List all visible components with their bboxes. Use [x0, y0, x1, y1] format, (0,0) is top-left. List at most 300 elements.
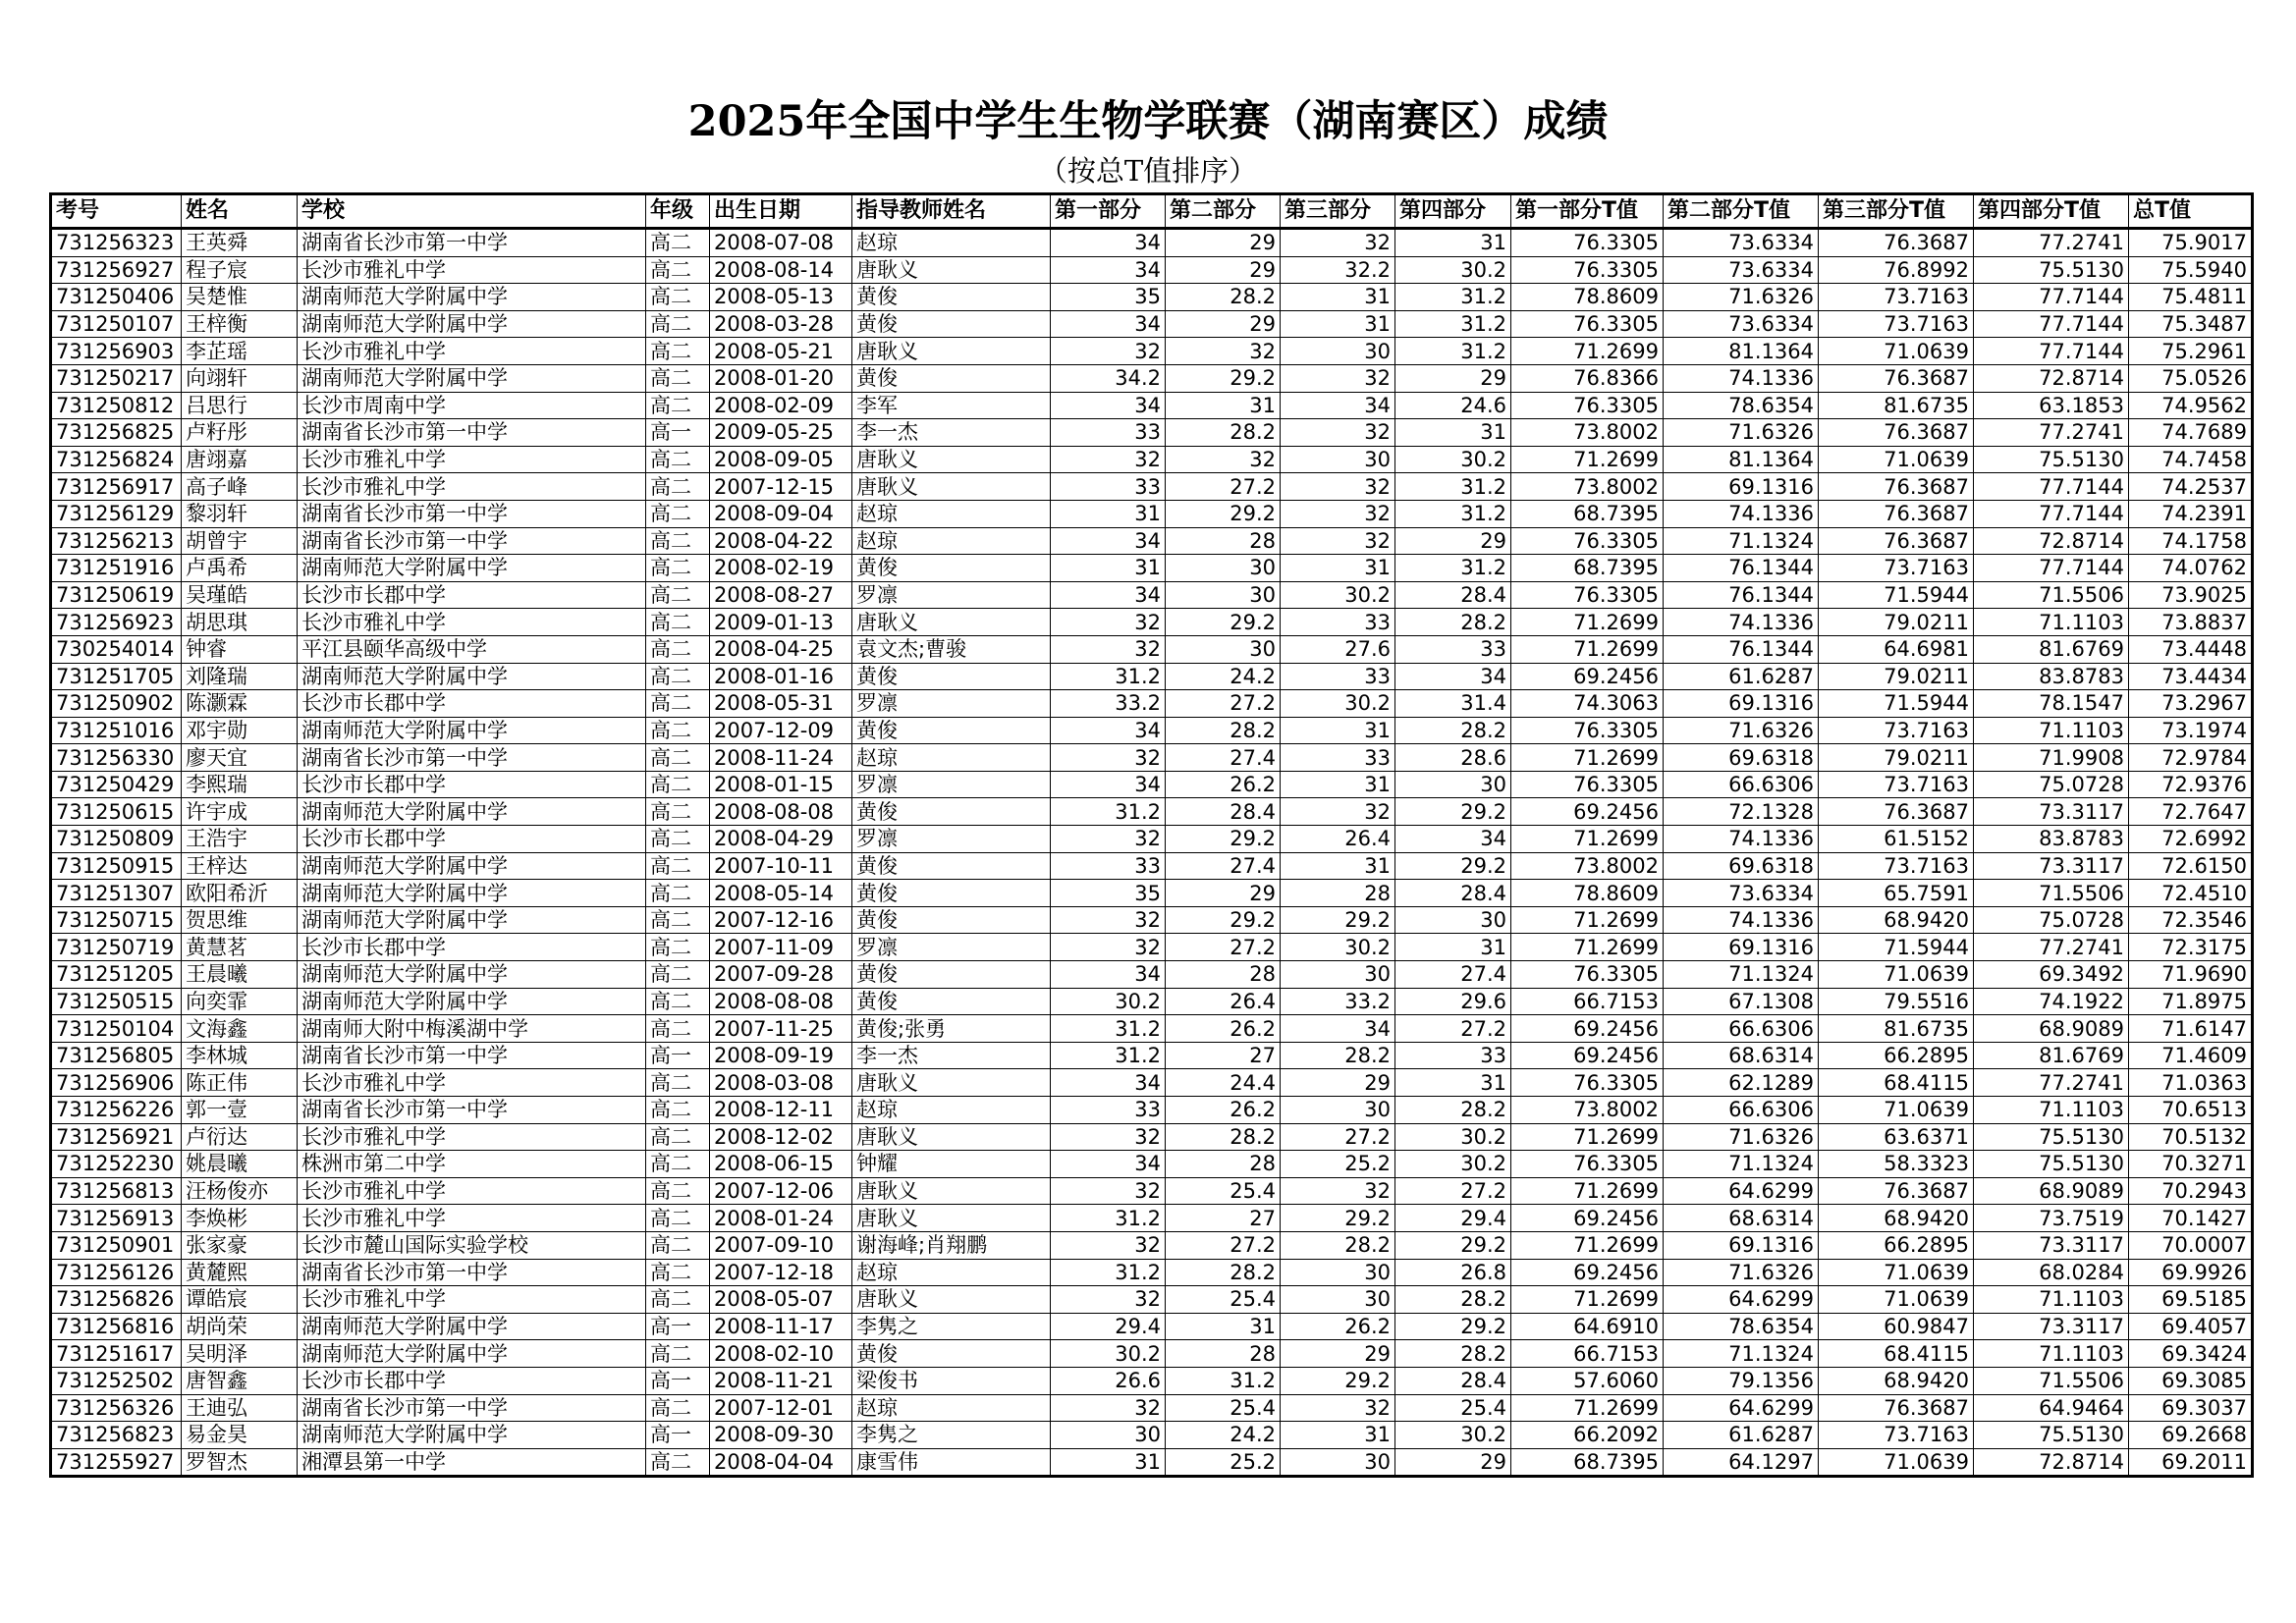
cell-school: 湖南省长沙市第一中学	[298, 229, 646, 257]
cell-part2-score: 29.2	[1166, 609, 1281, 636]
cell-part2-t: 71.1324	[1664, 1340, 1819, 1368]
cell-exam-id: 731251705	[51, 663, 182, 690]
cell-exam-id: 731250812	[51, 392, 182, 419]
cell-teacher: 罗凛	[852, 934, 1051, 961]
cell-part3-t: 76.3687	[1819, 798, 1974, 826]
cell-school: 湖南师范大学附属中学	[298, 988, 646, 1015]
cell-part3-t: 66.2895	[1819, 1231, 1974, 1259]
cell-part1-score: 32	[1051, 1394, 1166, 1422]
cell-part1-t: 76.3305	[1511, 256, 1664, 284]
cell-part3-t: 71.0639	[1819, 1097, 1974, 1124]
cell-student-name: 王英舜	[182, 229, 298, 257]
cell-total-t: 73.9025	[2129, 581, 2253, 609]
table-row	[51, 364, 2253, 392]
cell-teacher: 唐耿义	[852, 1286, 1051, 1314]
cell-birthdate: 2008-01-24	[710, 1205, 852, 1232]
table-row	[51, 744, 2253, 772]
cell-part4-score: 28.2	[1395, 1097, 1511, 1124]
cell-student-name: 陈灏霖	[182, 690, 298, 718]
cell-part1-score: 33.2	[1051, 690, 1166, 718]
table-row	[51, 446, 2253, 473]
cell-teacher: 李一杰	[852, 419, 1051, 447]
cell-teacher: 梁俊书	[852, 1367, 1051, 1394]
cell-part2-score: 27.4	[1166, 852, 1281, 880]
cell-teacher: 赵琼	[852, 527, 1051, 555]
cell-part3-score: 30	[1281, 1448, 1395, 1477]
cell-part4-t: 75.0728	[1974, 771, 2129, 798]
cell-part3-t: 73.7163	[1819, 852, 1974, 880]
cell-part1-t: 71.2699	[1511, 1177, 1664, 1205]
cell-grade: 高二	[646, 555, 710, 582]
cell-part1-t: 76.8366	[1511, 364, 1664, 392]
cell-birthdate: 2007-12-09	[710, 717, 852, 744]
cell-teacher: 唐耿义	[852, 1123, 1051, 1151]
cell-part3-t: 64.6981	[1819, 635, 1974, 663]
col-header-total-t: 总T值	[2129, 194, 2253, 229]
cell-part3-score: 30	[1281, 446, 1395, 473]
cell-part4-score: 31.2	[1395, 473, 1511, 501]
cell-part2-score: 27.2	[1166, 473, 1281, 501]
cell-part3-t: 68.9420	[1819, 1367, 1974, 1394]
cell-exam-id: 731250107	[51, 310, 182, 338]
cell-part2-t: 69.1316	[1664, 934, 1819, 961]
cell-part2-t: 73.6334	[1664, 256, 1819, 284]
table-row	[51, 1151, 2253, 1178]
cell-part2-score: 26.2	[1166, 1015, 1281, 1043]
cell-part3-score: 33	[1281, 744, 1395, 772]
cell-total-t: 75.5940	[2129, 256, 2253, 284]
cell-part1-score: 30	[1051, 1422, 1166, 1449]
cell-birthdate: 2008-04-29	[710, 826, 852, 853]
cell-birthdate: 2007-12-06	[710, 1177, 852, 1205]
cell-part4-score: 26.8	[1395, 1259, 1511, 1286]
cell-total-t: 72.6992	[2129, 826, 2253, 853]
cell-grade: 高二	[646, 581, 710, 609]
cell-part3-t: 76.3687	[1819, 1177, 1974, 1205]
cell-part3-t: 81.6735	[1819, 1015, 1974, 1043]
cell-part4-t: 77.2741	[1974, 419, 2129, 447]
cell-part4-score: 29	[1395, 527, 1511, 555]
cell-exam-id: 731250104	[51, 1015, 182, 1043]
cell-part1-score: 34	[1051, 310, 1166, 338]
cell-part3-score: 30	[1281, 1097, 1395, 1124]
cell-birthdate: 2007-12-16	[710, 906, 852, 934]
cell-teacher: 唐耿义	[852, 1069, 1051, 1097]
cell-total-t: 71.8975	[2129, 988, 2253, 1015]
cell-total-t: 75.9017	[2129, 229, 2253, 257]
cell-exam-id: 731256824	[51, 446, 182, 473]
cell-part4-t: 71.1103	[1974, 609, 2129, 636]
cell-teacher: 赵琼	[852, 1097, 1051, 1124]
cell-birthdate: 2008-04-04	[710, 1448, 852, 1477]
cell-part4-t: 69.3492	[1974, 961, 2129, 989]
cell-part2-score: 28.2	[1166, 1259, 1281, 1286]
cell-exam-id: 731256825	[51, 419, 182, 447]
cell-student-name: 黄麓熙	[182, 1259, 298, 1286]
cell-part3-t: 79.5516	[1819, 988, 1974, 1015]
table-row	[51, 717, 2253, 744]
cell-part3-score: 29.2	[1281, 1205, 1395, 1232]
cell-birthdate: 2008-05-31	[710, 690, 852, 718]
cell-part4-t: 68.0284	[1974, 1259, 2129, 1286]
table-row	[51, 1097, 2253, 1124]
cell-birthdate: 2008-09-05	[710, 446, 852, 473]
col-header-part1: 第一部分	[1051, 194, 1166, 229]
cell-part2-t: 69.6318	[1664, 744, 1819, 772]
cell-teacher: 黄俊	[852, 364, 1051, 392]
cell-part2-score: 25.4	[1166, 1177, 1281, 1205]
cell-grade: 高二	[646, 609, 710, 636]
cell-exam-id: 731250615	[51, 798, 182, 826]
cell-grade: 高二	[646, 1151, 710, 1178]
cell-part2-score: 27.2	[1166, 690, 1281, 718]
cell-part1-score: 31	[1051, 500, 1166, 527]
table-row	[51, 338, 2253, 365]
cell-part1-t: 76.3305	[1511, 771, 1664, 798]
cell-part2-score: 29.2	[1166, 500, 1281, 527]
cell-grade: 高二	[646, 284, 710, 311]
cell-part4-t: 73.3117	[1974, 1231, 2129, 1259]
cell-part3-score: 30	[1281, 1259, 1395, 1286]
cell-part3-score: 30	[1281, 961, 1395, 989]
cell-part1-t: 76.3305	[1511, 961, 1664, 989]
cell-part1-t: 73.8002	[1511, 419, 1664, 447]
cell-part1-score: 32	[1051, 1123, 1166, 1151]
cell-part1-score: 31.2	[1051, 1205, 1166, 1232]
cell-student-name: 谭皓宸	[182, 1286, 298, 1314]
cell-part1-score: 34	[1051, 527, 1166, 555]
cell-part2-t: 78.6354	[1664, 1313, 1819, 1340]
cell-exam-id: 730254014	[51, 635, 182, 663]
cell-school: 长沙市雅礼中学	[298, 256, 646, 284]
cell-part4-score: 30	[1395, 906, 1511, 934]
cell-birthdate: 2008-01-15	[710, 771, 852, 798]
cell-part2-t: 71.6326	[1664, 284, 1819, 311]
cell-part2-score: 25.4	[1166, 1286, 1281, 1314]
cell-total-t: 72.9784	[2129, 744, 2253, 772]
cell-birthdate: 2009-01-13	[710, 609, 852, 636]
cell-part4-score: 34	[1395, 663, 1511, 690]
cell-part2-score: 29.2	[1166, 364, 1281, 392]
cell-part4-t: 78.1547	[1974, 690, 2129, 718]
cell-part1-t: 76.3305	[1511, 717, 1664, 744]
cell-grade: 高二	[646, 771, 710, 798]
cell-student-name: 张家豪	[182, 1231, 298, 1259]
cell-birthdate: 2008-05-14	[710, 880, 852, 907]
cell-teacher: 袁文杰;曹骏	[852, 635, 1051, 663]
cell-part2-score: 30	[1166, 635, 1281, 663]
cell-total-t: 72.3546	[2129, 906, 2253, 934]
cell-part3-t: 61.5152	[1819, 826, 1974, 853]
cell-exam-id: 731256805	[51, 1042, 182, 1069]
cell-part2-score: 27.2	[1166, 934, 1281, 961]
cell-part4-score: 31	[1395, 934, 1511, 961]
cell-exam-id: 731255927	[51, 1448, 182, 1477]
cell-part3-t: 76.3687	[1819, 527, 1974, 555]
cell-exam-id: 731250217	[51, 364, 182, 392]
cell-part3-t: 71.0639	[1819, 961, 1974, 989]
cell-exam-id: 731256823	[51, 1422, 182, 1449]
cell-school: 长沙市长郡中学	[298, 690, 646, 718]
cell-school: 株洲市第二中学	[298, 1151, 646, 1178]
cell-part4-score: 29.2	[1395, 1231, 1511, 1259]
cell-part1-score: 32	[1051, 446, 1166, 473]
cell-total-t: 69.5185	[2129, 1286, 2253, 1314]
cell-total-t: 70.3271	[2129, 1151, 2253, 1178]
cell-exam-id: 731250715	[51, 906, 182, 934]
cell-teacher: 赵琼	[852, 229, 1051, 257]
cell-school: 长沙市雅礼中学	[298, 1177, 646, 1205]
cell-part2-score: 32	[1166, 446, 1281, 473]
cell-part1-t: 66.2092	[1511, 1422, 1664, 1449]
cell-part2-t: 68.6314	[1664, 1205, 1819, 1232]
cell-part1-t: 73.8002	[1511, 852, 1664, 880]
cell-part1-score: 31.2	[1051, 663, 1166, 690]
cell-teacher: 唐耿义	[852, 609, 1051, 636]
cell-part2-t: 76.1344	[1664, 555, 1819, 582]
cell-part2-t: 68.6314	[1664, 1042, 1819, 1069]
cell-part1-score: 32	[1051, 1231, 1166, 1259]
cell-teacher: 黄俊	[852, 961, 1051, 989]
table-row	[51, 961, 2253, 989]
cell-birthdate: 2008-07-08	[710, 229, 852, 257]
cell-part1-score: 34	[1051, 771, 1166, 798]
cell-part4-score: 29.6	[1395, 988, 1511, 1015]
cell-part4-t: 75.5130	[1974, 1422, 2129, 1449]
cell-student-name: 李熙瑞	[182, 771, 298, 798]
cell-part2-t: 64.6299	[1664, 1394, 1819, 1422]
cell-teacher: 罗凛	[852, 690, 1051, 718]
cell-part3-score: 32	[1281, 419, 1395, 447]
cell-part1-t: 71.2699	[1511, 338, 1664, 365]
cell-part2-score: 25.4	[1166, 1394, 1281, 1422]
cell-part3-t: 60.9847	[1819, 1313, 1974, 1340]
cell-part3-score: 29.2	[1281, 1367, 1395, 1394]
cell-part2-score: 26.2	[1166, 771, 1281, 798]
cell-part3-t: 71.0639	[1819, 1286, 1974, 1314]
cell-student-name: 胡思琪	[182, 609, 298, 636]
cell-part2-score: 29	[1166, 310, 1281, 338]
cell-part2-score: 29.2	[1166, 906, 1281, 934]
cell-part4-t: 77.7144	[1974, 284, 2129, 311]
col-header-birthdate: 出生日期	[710, 194, 852, 229]
cell-student-name: 向奕霏	[182, 988, 298, 1015]
cell-part1-t: 78.8609	[1511, 880, 1664, 907]
cell-part4-score: 30.2	[1395, 1422, 1511, 1449]
cell-part2-score: 29.2	[1166, 826, 1281, 853]
cell-grade: 高二	[646, 1205, 710, 1232]
cell-student-name: 卢禹希	[182, 555, 298, 582]
cell-grade: 高二	[646, 1123, 710, 1151]
cell-school: 湖南省长沙市第一中学	[298, 1394, 646, 1422]
cell-birthdate: 2008-11-17	[710, 1313, 852, 1340]
cell-exam-id: 731251617	[51, 1340, 182, 1368]
cell-grade: 高二	[646, 500, 710, 527]
cell-part4-t: 72.8714	[1974, 1448, 2129, 1477]
cell-part2-t: 66.6306	[1664, 1015, 1819, 1043]
cell-part3-score: 31	[1281, 284, 1395, 311]
cell-teacher: 黄俊	[852, 988, 1051, 1015]
cell-exam-id: 731256213	[51, 527, 182, 555]
cell-school: 湖南师范大学附属中学	[298, 798, 646, 826]
cell-part3-score: 27.6	[1281, 635, 1395, 663]
cell-birthdate: 2008-01-20	[710, 364, 852, 392]
cell-part2-t: 73.6334	[1664, 880, 1819, 907]
cell-part4-score: 28.2	[1395, 1340, 1511, 1368]
cell-teacher: 唐耿义	[852, 473, 1051, 501]
cell-part4-t: 75.0728	[1974, 906, 2129, 934]
cell-part4-score: 30.2	[1395, 1151, 1511, 1178]
cell-exam-id: 731250902	[51, 690, 182, 718]
cell-part2-t: 71.6326	[1664, 1259, 1819, 1286]
cell-total-t: 69.4057	[2129, 1313, 2253, 1340]
cell-grade: 高二	[646, 798, 710, 826]
cell-part4-score: 29	[1395, 364, 1511, 392]
cell-part4-score: 27.2	[1395, 1015, 1511, 1043]
cell-total-t: 70.2943	[2129, 1177, 2253, 1205]
cell-part4-score: 33	[1395, 1042, 1511, 1069]
cell-part1-t: 71.2699	[1511, 934, 1664, 961]
cell-total-t: 70.1427	[2129, 1205, 2253, 1232]
cell-total-t: 74.2391	[2129, 500, 2253, 527]
cell-school: 湖南省长沙市第一中学	[298, 419, 646, 447]
cell-total-t: 73.4448	[2129, 635, 2253, 663]
cell-part1-t: 66.7153	[1511, 1340, 1664, 1368]
cell-part1-score: 31.2	[1051, 1042, 1166, 1069]
cell-part1-t: 69.2456	[1511, 1259, 1664, 1286]
cell-part4-t: 81.6769	[1974, 1042, 2129, 1069]
cell-exam-id: 731250429	[51, 771, 182, 798]
cell-birthdate: 2008-06-15	[710, 1151, 852, 1178]
cell-part4-score: 24.6	[1395, 392, 1511, 419]
cell-grade: 高二	[646, 1394, 710, 1422]
table-row	[51, 1394, 2253, 1422]
cell-part1-score: 33	[1051, 419, 1166, 447]
cell-part1-score: 32	[1051, 906, 1166, 934]
cell-part4-score: 28.6	[1395, 744, 1511, 772]
col-header-part2-t: 第二部分T值	[1664, 194, 1819, 229]
cell-student-name: 唐智鑫	[182, 1367, 298, 1394]
cell-part4-score: 27.4	[1395, 961, 1511, 989]
cell-part3-score: 30	[1281, 1286, 1395, 1314]
cell-teacher: 黄俊	[852, 852, 1051, 880]
cell-part4-t: 74.1922	[1974, 988, 2129, 1015]
cell-student-name: 李焕彬	[182, 1205, 298, 1232]
cell-part2-score: 31	[1166, 1313, 1281, 1340]
cell-part1-score: 35	[1051, 880, 1166, 907]
cell-part1-t: 73.8002	[1511, 473, 1664, 501]
cell-part3-t: 79.0211	[1819, 744, 1974, 772]
cell-part3-t: 76.3687	[1819, 473, 1974, 501]
cell-part3-score: 34	[1281, 392, 1395, 419]
cell-student-name: 郭一壹	[182, 1097, 298, 1124]
cell-exam-id: 731256126	[51, 1259, 182, 1286]
table-row	[51, 1015, 2253, 1043]
cell-part4-t: 71.9908	[1974, 744, 2129, 772]
cell-part2-t: 74.1336	[1664, 500, 1819, 527]
cell-total-t: 71.9690	[2129, 961, 2253, 989]
cell-grade: 高一	[646, 1313, 710, 1340]
cell-birthdate: 2008-02-19	[710, 555, 852, 582]
cell-part4-score: 28.2	[1395, 609, 1511, 636]
cell-part3-score: 32	[1281, 527, 1395, 555]
cell-part1-score: 32	[1051, 1177, 1166, 1205]
cell-part4-t: 77.7144	[1974, 555, 2129, 582]
cell-part4-t: 77.7144	[1974, 500, 2129, 527]
cell-grade: 高二	[646, 392, 710, 419]
cell-part3-t: 76.3687	[1819, 500, 1974, 527]
cell-part2-t: 74.1336	[1664, 364, 1819, 392]
cell-part2-t: 64.6299	[1664, 1286, 1819, 1314]
cell-part4-t: 77.2741	[1974, 1069, 2129, 1097]
cell-student-name: 吴明泽	[182, 1340, 298, 1368]
cell-part4-t: 75.5130	[1974, 1123, 2129, 1151]
cell-part3-score: 32	[1281, 229, 1395, 257]
cell-part2-score: 28.4	[1166, 798, 1281, 826]
cell-part4-score: 30.2	[1395, 446, 1511, 473]
cell-part2-t: 66.6306	[1664, 1097, 1819, 1124]
cell-part1-t: 69.2456	[1511, 663, 1664, 690]
cell-total-t: 73.2967	[2129, 690, 2253, 718]
cell-total-t: 69.2668	[2129, 1422, 2253, 1449]
cell-part4-t: 71.1103	[1974, 1340, 2129, 1368]
cell-part4-t: 71.1103	[1974, 1286, 2129, 1314]
cell-school: 长沙市长郡中学	[298, 1367, 646, 1394]
cell-part1-t: 68.7395	[1511, 500, 1664, 527]
cell-part2-score: 29	[1166, 256, 1281, 284]
cell-part1-score: 34	[1051, 581, 1166, 609]
cell-part4-t: 81.6769	[1974, 635, 2129, 663]
cell-part3-t: 68.4115	[1819, 1340, 1974, 1368]
cell-student-name: 李林城	[182, 1042, 298, 1069]
cell-total-t: 69.2011	[2129, 1448, 2253, 1477]
cell-exam-id: 731251016	[51, 717, 182, 744]
cell-exam-id: 731250619	[51, 581, 182, 609]
cell-part4-t: 68.9089	[1974, 1015, 2129, 1043]
cell-part2-score: 28	[1166, 1151, 1281, 1178]
cell-part2-score: 28	[1166, 1340, 1281, 1368]
cell-part2-score: 27.2	[1166, 1231, 1281, 1259]
table-row	[51, 1448, 2253, 1477]
cell-birthdate: 2008-09-30	[710, 1422, 852, 1449]
cell-total-t: 74.1758	[2129, 527, 2253, 555]
cell-grade: 高一	[646, 1422, 710, 1449]
cell-birthdate: 2008-03-28	[710, 310, 852, 338]
cell-exam-id: 731256927	[51, 256, 182, 284]
cell-part4-score: 28.4	[1395, 880, 1511, 907]
cell-teacher: 黄俊	[852, 310, 1051, 338]
cell-school: 长沙市周南中学	[298, 392, 646, 419]
cell-total-t: 72.6150	[2129, 852, 2253, 880]
cell-student-name: 贺思维	[182, 906, 298, 934]
cell-total-t: 70.5132	[2129, 1123, 2253, 1151]
cell-part3-t: 79.0211	[1819, 609, 1974, 636]
cell-exam-id: 731256129	[51, 500, 182, 527]
cell-teacher: 康雪伟	[852, 1448, 1051, 1477]
cell-part2-t: 73.6334	[1664, 229, 1819, 257]
cell-exam-id: 731252502	[51, 1367, 182, 1394]
cell-student-name: 王梓衡	[182, 310, 298, 338]
cell-part3-score: 32.2	[1281, 256, 1395, 284]
cell-birthdate: 2007-11-25	[710, 1015, 852, 1043]
cell-part1-t: 69.2456	[1511, 798, 1664, 826]
cell-exam-id: 731256826	[51, 1286, 182, 1314]
cell-part3-t: 73.7163	[1819, 284, 1974, 311]
cell-part3-t: 73.7163	[1819, 310, 1974, 338]
cell-student-name: 欧阳希沂	[182, 880, 298, 907]
cell-student-name: 钟睿	[182, 635, 298, 663]
cell-part1-score: 34	[1051, 717, 1166, 744]
